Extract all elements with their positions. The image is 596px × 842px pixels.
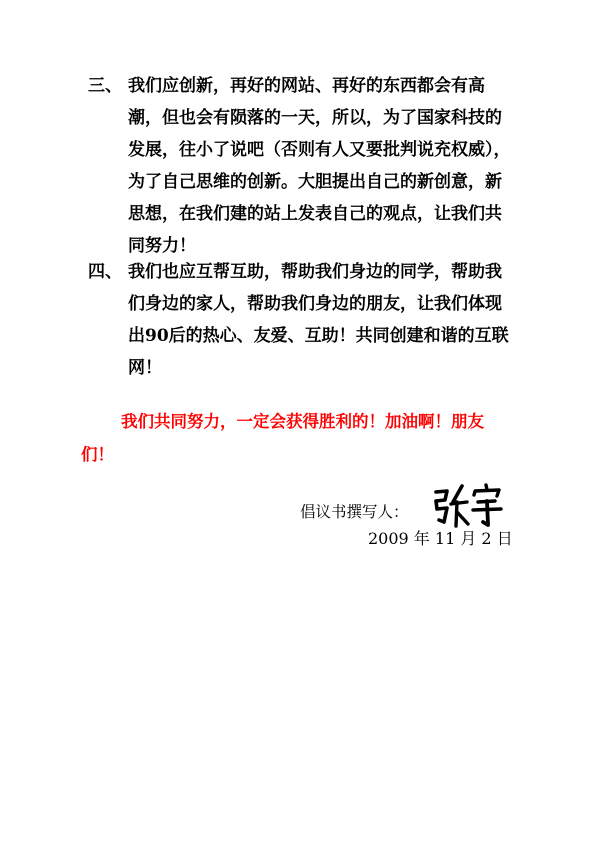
item-number: 四、 [88, 262, 122, 282]
closing-slogan: 我们共同努力，一定会获得胜利的！加油啊！朋友们！ [81, 412, 484, 464]
item-text: 我们也应互帮互助，帮助我们身边的同学，帮助我们身边的家人，帮助我们身边的朋友，让我们体现出90后的热心、友爱、互助！共同创建和谐的互联网！ [128, 262, 509, 378]
date: 2009 年 11 月 2 日 [368, 529, 513, 548]
proposal-item-3 [88, 70, 513, 262]
item-text: 我们应创新，再好的网站、再好的东西都会有高潮，但也会有陨落的一天，所以，为了国家科技的发展，往小了说吧（否则有人又要批判说充权威），为了自己思维的创新。大胆提出自己的新创意，新思想，在我们建的站上发表自己的观点，让我们共同努力！ [128, 76, 511, 256]
item-number: 三、 [88, 76, 122, 96]
author-label: 倡议书撰写人： [300, 503, 409, 521]
handwritten-signature [432, 482, 504, 530]
proposal-item-4 [88, 256, 513, 384]
